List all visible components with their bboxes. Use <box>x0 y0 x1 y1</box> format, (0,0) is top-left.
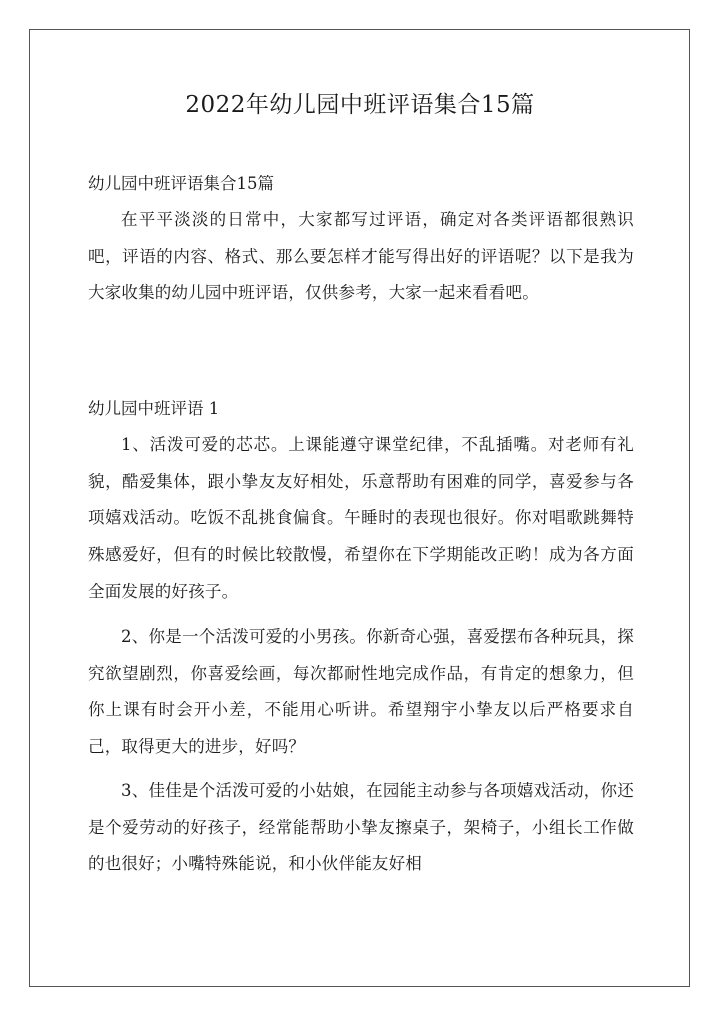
document-title: 2022年幼儿园中班评语集合15篇 <box>185 92 535 118</box>
comment-item-2: 2、你是一个活泼可爱的小男孩。你新奇心强，喜爱摆布各种玩具，探究欲望剧烈，你喜爱绘画，每次都耐性地完成作品，有肯定的想象力，但你上课有时会开小差，不能用心听讲。希望翔宇小挚友以后严格要求自己，取得更大的进步，好吗？ <box>88 627 634 757</box>
intro-paragraph: 在平平淡淡的日常中，大家都写过评语，确定对各类评语都很熟识吧，评语的内容、格式、那么要怎样才能写得出好的评语呢？以下是我为大家收集的幼儿园中班评语，仅供参考，大家一起来看看吧。 <box>88 210 634 303</box>
intro-heading: 幼儿园中班评语集合15篇 <box>88 174 274 193</box>
comment-item-3: 3、佳佳是个活泼可爱的小姑娘，在园能主动参与各项嬉戏活动，你还是个爱劳动的好孩子，经常能帮助小挚友擦桌子，架椅子，小组长工作做的也很好；小嘴特殊能说，和小伙伴能友好相 <box>88 781 634 874</box>
comment-item-1: 1、活泼可爱的芯芯。上课能遵守课堂纪律，不乱插嘴。对老师有礼貌，酷爱集体，跟小挚友友好相处，乐意帮助有困难的同学，喜爱参与各项嬉戏活动。吃饭不乱挑食偏食。午睡时的表现也很好。你对唱歌跳舞特殊感爱好，但有的时候比较散慢，希望你在下学期能改正哟！成为各方面全面发展的好孩子。 <box>88 435 634 601</box>
section-heading: 幼儿园中班评语 1 <box>88 399 220 418</box>
